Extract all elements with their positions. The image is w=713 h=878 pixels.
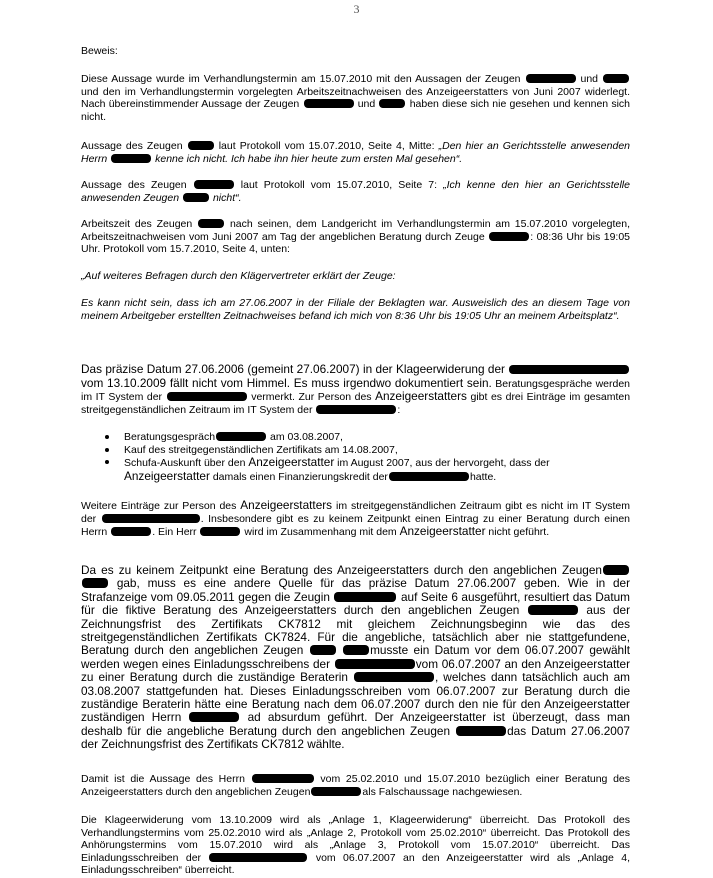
redaction <box>509 365 629 374</box>
paragraph-attachments: Die Klageerwiderung vom 13.10.2009 wird als „Anlage 1, Klageerwiderung“ überreicht. Das Protokoll des Verhandlungstermins vom 25.02.2010 wird als „Anlage 2, Protokoll vom 25.02.2010“ überreicht. Das Protokoll des Anhörungstermins vom 15.07.2010 wird als „Anlage 3, Protokoll vom 15.07.2010“ überreicht. Das Einladungsschreiben der vom 06.07.2007 an den Anzeigeerstatter wird als „Anlage 4, Einladungsschreiben“ überreicht. <box>81 814 630 876</box>
redaction <box>198 219 224 228</box>
list-item: Schufa-Auskunft über den Anzeigeerstatter im August 2007, aus der hervorgeht, dass der Anzeigeerstatter damals einen Finanzierungskredit der hatte. <box>104 456 630 483</box>
redaction <box>304 99 354 108</box>
redaction <box>603 565 629 575</box>
redaction <box>379 99 405 108</box>
redaction <box>456 726 506 736</box>
paragraph-further-entries: Weitere Einträge zur Person des Anzeigeerstatters im streitgegenständlichen Zeitraum gibt es nicht im IT System der . Insbesondere gibt es zu keinem Zeitpunkt einen Eintrag zu einer Beratung durch einen Herrn . Ein Herr wird im Zusammenhang mit dem Anzeigeerstatter nicht geführt. <box>81 498 631 538</box>
redaction <box>389 472 469 481</box>
redaction <box>183 193 209 202</box>
redaction <box>334 592 396 602</box>
list-item: Beratungsgespräch am 03.08.2007, <box>104 431 630 444</box>
redaction <box>209 853 307 862</box>
redaction <box>252 774 314 783</box>
redaction <box>310 645 336 655</box>
list-item: Kauf des streitgegenständlichen Zertifikats am 14.08.2007, <box>104 444 630 457</box>
redaction <box>216 432 266 441</box>
redaction <box>188 141 214 150</box>
bullet-list-entries <box>104 431 630 483</box>
redaction <box>194 180 234 189</box>
paragraph-testimony-refuted: Diese Aussage wurde im Verhandlungstermin am 15.07.2010 mit den Aussagen der Zeugen und und den im Verhandlungstermin vorgelegten Arbeitszeitnachweisen des Anzeigeerstatters von Juni 2007 widerlegt. Nach übereinstimmender Aussage der Zeugen und haben diese sich nie gesehen und kennen sich nicht. <box>81 73 631 123</box>
redaction <box>102 514 200 523</box>
redaction <box>82 578 108 588</box>
redaction <box>111 527 151 536</box>
paragraph-false-testimony: Damit ist die Aussage des Herrn vom 25.02.2010 und 15.07.2010 bezüglich einer Beratung des Anzeigeerstatters durch den angeblichen Zeugen als Falschaussage nachgewiesen. <box>81 773 631 798</box>
redaction <box>189 712 239 722</box>
redaction <box>343 645 369 655</box>
proof-heading: Beweis: <box>81 45 118 57</box>
redaction <box>111 154 151 163</box>
paragraph-witness-statement-page7: Aussage des Zeugen laut Protokoll vom 15.07.2010, Seite 7: „Ich kenne den hier an Gerichtsstelle anwesenden Zeugen nicht“. <box>81 179 630 204</box>
paragraph-witness-statement-page4: Aussage des Zeugen laut Protokoll vom 15.07.2010, Seite 4, Mitte: „Den hier an Gerichtsstelle anwesenden Herrn kenne ich nicht. Ich habe ihn hier heute zum ersten Mal gesehen“. <box>81 140 631 165</box>
redaction <box>528 605 578 615</box>
page-number: 3 <box>353 2 360 16</box>
paragraph-working-hours: Arbeitszeit des Zeugen nach seinen, dem Landgericht im Verhandlungstermin am 15.07.2010 vorgelegten, Arbeitszeitnachweisen vom Juni 2007 am Tag der angeblichen Beratung durch Zeuge : 08:36 Uhr bis 19:05 Uhr. Protokoll vom 15.7.2010, Seite 4, unten: <box>81 218 631 255</box>
redaction <box>526 74 576 83</box>
redaction <box>316 405 396 414</box>
quote-intro: „Auf weiteres Befragen durch den Klägervertreter erklärt der Zeuge: <box>81 270 396 282</box>
paragraph-other-source: Da es zu keinem Zeitpunkt eine Beratung des Anzeigeerstatters durch den angeblichen Zeugen gab, muss es eine andere Quelle für das präzise Datum 27.06.2007 geben. Wie in der Strafanzeige vom 09.05.2011 gegen die Zeugin auf Seite 6 ausgeführt, resultiert das Datum für die fiktive Beratung des Anzeigeerstatters durch den angeblichen Zeugen aus der Zeichnungsfrist des Zertifikats CK7812 mit gleichem Zeichnungsbeginn wie das des streitgegenständlichen Zertifikats CK7824. Für die angebliche, tatsächlich aber nie stattgefundene, Beratung durch den angeblichen Zeugen musste ein Datum vor dem 06.07.2007 gewählt werden wegen eines Einladungsschreibens der vom 06.07.2007 an den Anzeigeerstatter zu einer Beratung durch die zuständige Beraterin , welches dann tatsächlich auch am 03.08.2007 stattgefunden hat. Dieses Einladungsschreiben vom 06.07.2007 zur Beratung durch die zuständige Beraterin hätte eine Beratung nach dem 06.07.2007 durch den nie für den Anzeigeerstatter zuständigen Herrn ad absurdum geführt. Der Anzeigeerstatter ist überzeugt, dass man deshalb für die angebliche Beratung durch den angeblichen Zeugen das Datum 27.06.2007 der Zeichnungsfrist des Zertifikats CK7812 wählte. <box>81 563 631 752</box>
redaction <box>603 74 629 83</box>
redaction <box>489 232 529 241</box>
redaction <box>335 659 415 669</box>
quote-witness: Es kann nicht sein, dass ich am 27.06.2007 in der Filiale der Beklagten war. Ausweislich des an diesem Tage von meinem Arbeitgeber erstellten Zeitnachweises befand ich mich von 8:36 Uhr bis 19:05 Uhr an meinem Arbeitsplatz“. <box>81 297 630 322</box>
paragraph-precise-date: Das präzise Datum 27.06.2006 (gemeint 27.06.2007) in der Klageerwiderung der vom 13.10.2009 fällt nicht vom Himmel. Es muss irgendwo dokumentiert sein. Beratungsgespräche werden im IT System der vermerkt. Zur Person des Anzeigeerstatters gibt es drei Einträge im gesamten streitgegenständlichen Zeitraum im IT System der : <box>81 362 631 416</box>
redaction <box>354 672 434 682</box>
redaction <box>167 392 247 401</box>
redaction <box>200 527 240 536</box>
redaction <box>311 787 361 796</box>
